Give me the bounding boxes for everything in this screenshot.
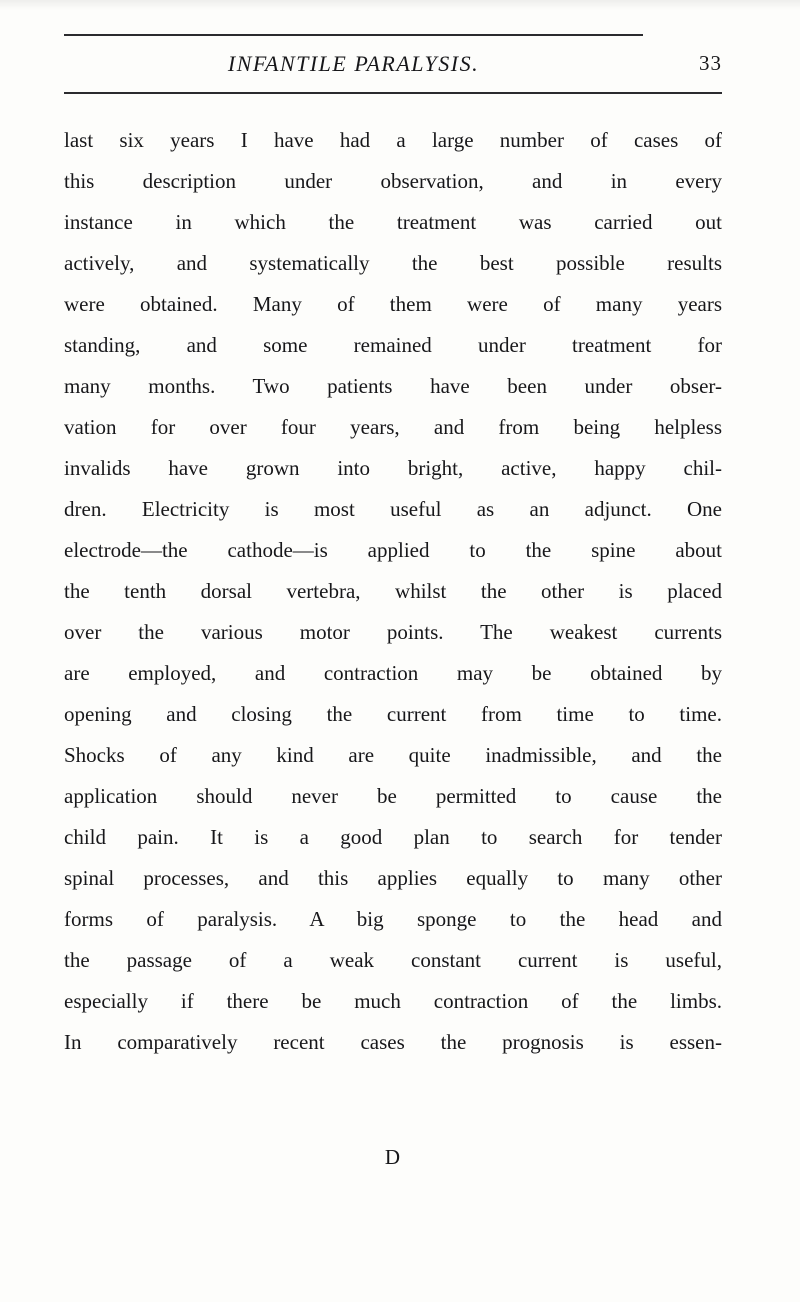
page-number: 33 bbox=[699, 51, 722, 75]
text-line: opening and closing the current from time to time. bbox=[64, 702, 722, 726]
running-header-title: INFANTILE PARALYSIS. bbox=[227, 51, 480, 76]
printer-signature-mark: D bbox=[384, 1145, 402, 1169]
text-line: vation for over four years, and from being helpless bbox=[64, 415, 722, 439]
text-line: are employed, and contraction may be obtained by bbox=[64, 661, 722, 685]
text-line: In comparatively recent cases the prognosis is essen- bbox=[64, 1030, 722, 1054]
text-line: especially if there be much contraction of the limbs. bbox=[64, 989, 722, 1013]
text-line: Shocks of any kind are quite inadmissible, and the bbox=[64, 743, 722, 767]
text-line: standing, and some remained under treatment for bbox=[64, 333, 722, 357]
text-line: application should never be permitted to cause the bbox=[64, 784, 722, 808]
text-line: were obtained. Many of them were of many years bbox=[64, 292, 722, 316]
text-line: over the various motor points. The weakest currents bbox=[64, 620, 722, 644]
text-line: the tenth dorsal vertebra, whilst the other is placed bbox=[64, 579, 722, 603]
text-line: last six years I have had a large number of cases of bbox=[64, 128, 722, 152]
text-line: spinal processes, and this applies equally to many other bbox=[64, 866, 722, 890]
text-line: forms of paralysis. A big sponge to the head and bbox=[64, 907, 722, 931]
header-top-rule bbox=[64, 34, 643, 36]
text-line: this description under observation, and in every bbox=[64, 169, 722, 193]
text-line: electrode—the cathode—is applied to the spine about bbox=[64, 538, 722, 562]
text-line: many months. Two patients have been under obser- bbox=[64, 374, 722, 398]
text-line: instance in which the treatment was carried out bbox=[64, 210, 722, 234]
text-line: actively, and systematically the best possible results bbox=[64, 251, 722, 275]
text-line: child pain. It is a good plan to search for tender bbox=[64, 825, 722, 849]
text-line: invalids have grown into bright, active, happy chil- bbox=[64, 456, 722, 480]
body-text bbox=[64, 120, 722, 1063]
header-bottom-rule bbox=[64, 92, 722, 94]
text-line: dren. Electricity is most useful as an adjunct. One bbox=[64, 497, 722, 521]
page-header bbox=[64, 49, 722, 83]
text-line: the passage of a weak constant current is useful, bbox=[64, 948, 722, 972]
